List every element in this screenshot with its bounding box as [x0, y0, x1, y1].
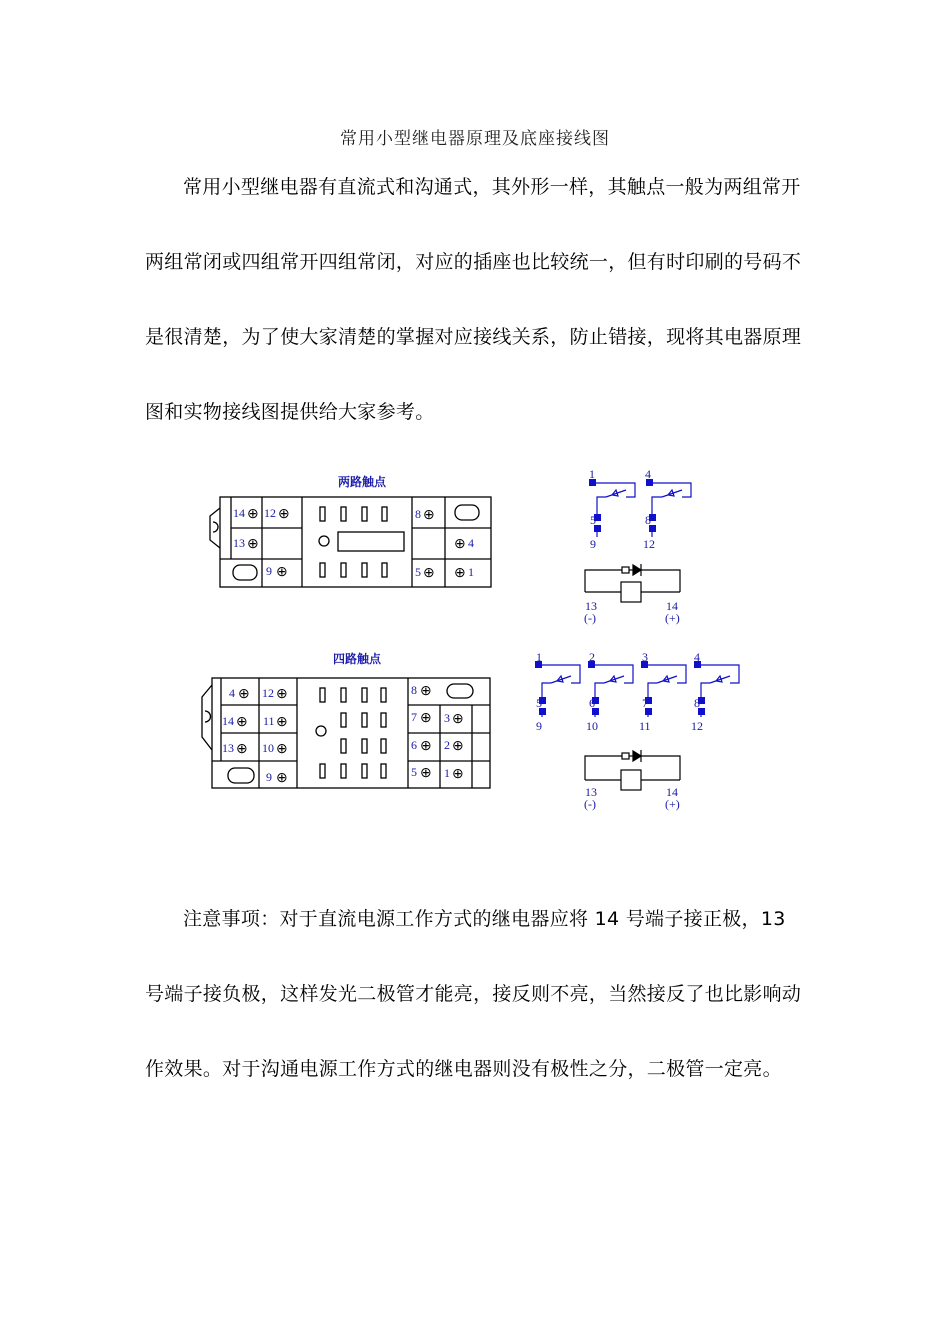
screw-terminal-icon: ⊕ [423, 508, 435, 523]
pin-label: 12 [262, 686, 274, 700]
contact-label: 4 [645, 467, 651, 481]
coil-terminal-label: 13 [585, 785, 597, 799]
four-contact-schematic [535, 650, 739, 811]
document-title: 常用小型继电器原理及底座接线图 [340, 129, 610, 149]
contact-label: 1 [589, 467, 595, 481]
contact-label: 9 [590, 537, 596, 551]
contact-label: 9 [536, 719, 542, 733]
screw-terminal-icon: ⊕ [452, 712, 464, 727]
four-contact-pin-labels [222, 683, 464, 786]
screw-terminal-icon: ⊕ [247, 507, 259, 522]
pin-label: 2 [444, 738, 450, 752]
pin-label: 8 [415, 507, 421, 521]
two-contact-schematic [584, 467, 691, 625]
screw-terminal-icon: ⊕ [276, 687, 288, 702]
pin-label: 3 [444, 711, 450, 725]
contact-label: 11 [639, 719, 651, 733]
pin-label: 5 [411, 765, 417, 779]
coil-terminal-label: 14 [666, 785, 678, 799]
two-contact-pin-labels [233, 506, 474, 581]
contact-label: 5 [536, 696, 542, 710]
screw-terminal-icon: ⊕ [420, 684, 432, 699]
pin-label: 5 [415, 565, 421, 579]
contact-label: 12 [643, 537, 655, 551]
contact-label: 2 [589, 650, 595, 664]
contact-label: 4 [694, 650, 700, 664]
pin-label: 4 [229, 686, 235, 700]
screw-terminal-icon: ⊕ [420, 711, 432, 726]
pin-label: 14 [233, 506, 245, 520]
polarity-label: (+) [665, 611, 680, 625]
pin-label: 1 [444, 766, 450, 780]
screw-terminal-icon: ⊕ [236, 715, 248, 730]
pin-label: 9 [266, 564, 272, 578]
screw-terminal-icon: ⊕ [247, 537, 259, 552]
screw-terminal-icon: ⊕ [276, 565, 288, 580]
contact-label: 8 [694, 696, 700, 710]
pin-label: 14 [222, 714, 234, 728]
screw-terminal-icon: ⊕ [278, 507, 290, 522]
pin-label: 12 [264, 506, 276, 520]
screw-terminal-icon: ⊕ [454, 537, 466, 552]
polarity-label: (+) [665, 797, 680, 811]
contact-label: 6 [589, 696, 595, 710]
contact-label: 12 [691, 719, 703, 733]
screw-terminal-icon: ⊕ [420, 766, 432, 781]
contact-label: 10 [586, 719, 598, 733]
intro-paragraph: 常用小型继电器有直流式和沟通式，其外形一样，其触点一般为两组常开两组常闭或四组常开四组常闭，对应的插座也比较统一，但有时印刷的号码不是很清楚，为了使大家清楚的掌握对应接线关系，防止错接，现将其电器原理图和实物接线图提供给大家参考。 [145, 176, 802, 423]
pin-label: 8 [411, 683, 417, 697]
coil-terminal-label: 14 [666, 599, 678, 613]
pin-label: 10 [262, 741, 274, 755]
screw-terminal-icon: ⊕ [276, 715, 288, 730]
pin-label: 1 [468, 565, 474, 579]
two-contact-heading: 两路触点 [337, 475, 387, 489]
contact-switch [538, 665, 739, 717]
polarity-label: (-) [584, 611, 596, 625]
screw-terminal-icon: ⊕ [276, 742, 288, 757]
contact-label: 1 [536, 650, 542, 664]
contact-pads [535, 661, 705, 715]
contact-label: 7 [642, 696, 648, 710]
two-contact-socket [210, 474, 491, 587]
contact-label: 5 [590, 513, 596, 527]
screw-terminal-icon: ⊕ [454, 566, 466, 581]
contact-label: 3 [642, 650, 648, 664]
coil-circuit [585, 564, 680, 602]
pin-label: 7 [411, 710, 417, 724]
coil-terminal-label: 13 [585, 599, 597, 613]
pin-label: 13 [233, 536, 245, 550]
screw-terminal-icon: ⊕ [452, 739, 464, 754]
pin-label: 4 [468, 536, 474, 550]
screw-terminal-icon: ⊕ [238, 687, 250, 702]
contact-switch [593, 483, 691, 537]
screw-terminal-icon: ⊕ [452, 767, 464, 782]
screw-terminal-icon: ⊕ [236, 742, 248, 757]
coil-circuit [585, 750, 680, 790]
four-contact-heading: 四路触点 [332, 652, 382, 666]
screw-terminal-icon: ⊕ [423, 566, 435, 581]
pin-label: 11 [263, 714, 275, 728]
note-paragraph: 注意事项：对于直流电源工作方式的继电器应将 14 号端子接正极，13 号端子接负极，这样发光二极管才能亮，接反则不亮，当然接反了也比影响动作效果。对于沟通电源工作方式的继电器则没有极性之分，二极管一定亮。 [145, 908, 802, 1080]
screw-terminal-icon: ⊕ [420, 739, 432, 754]
screw-terminal-icon: ⊕ [276, 771, 288, 786]
pin-label: 9 [266, 770, 272, 784]
polarity-label: (-) [584, 797, 596, 811]
pin-label: 6 [411, 738, 417, 752]
contact-label: 8 [645, 513, 651, 527]
pin-label: 13 [222, 741, 234, 755]
